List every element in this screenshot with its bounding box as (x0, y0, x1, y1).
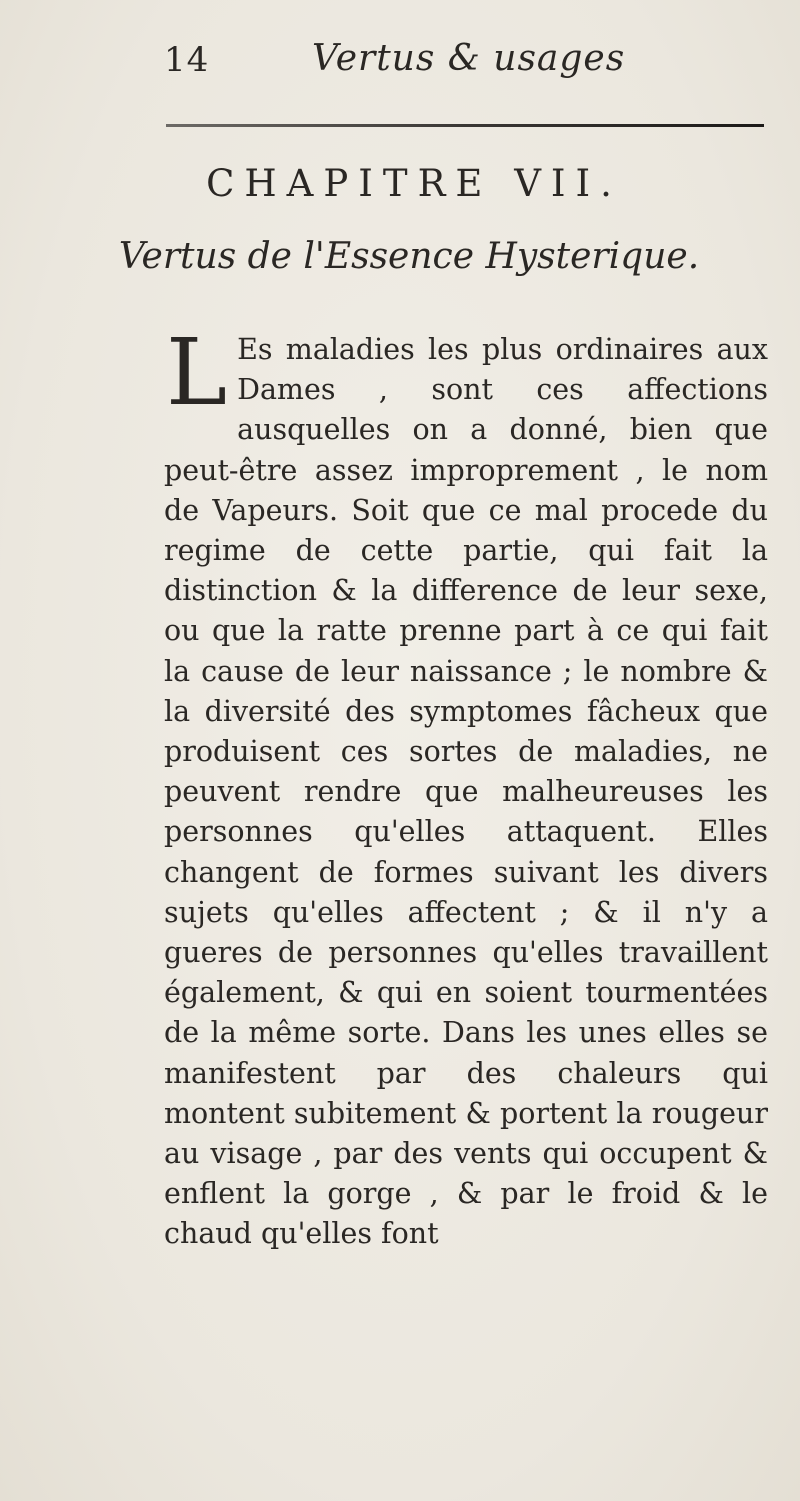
running-title: Vertus & usages (312, 38, 626, 79)
header-rule (166, 124, 764, 127)
page-header (0, 40, 800, 90)
section-title: Vertus de l'Essence Hysterique. (118, 236, 700, 277)
chapter-title: CHAPITRE VII. (206, 162, 622, 205)
page-number: 14 (164, 40, 210, 80)
body-paragraph (164, 319, 768, 1255)
drop-cap: L (166, 319, 228, 426)
paragraph-text: Es maladies les plus ordinaires aux Dames , sont ces affections ausquelles on a donné, bien que peut-être assez improprement , le nom de Vapeurs. Soit que ce mal procede du regime de cette partie, qui fait la distinction & la difference de leur sexe, ou que la ratte prenne part à ce qui fait la cause de leur naissance ; le nombre & la diversité des symptomes fâcheux que produisent ces sortes de maladies, ne peuvent rendre que malheureuses les personnes qu'elles attaquent. Elles changent de formes suivant les divers sujets qu'elles affectent ; & il n'y a gueres de personnes qu'elles travaillent également, & qui en soient tourmentées de la même sorte. Dans les unes elles se manifestent par des chaleurs qui montent subitement & portent la rougeur au visage , par des vents qui occupent & enflent la gorge , & par le froid & le chaud qu'elles font (164, 333, 768, 1251)
